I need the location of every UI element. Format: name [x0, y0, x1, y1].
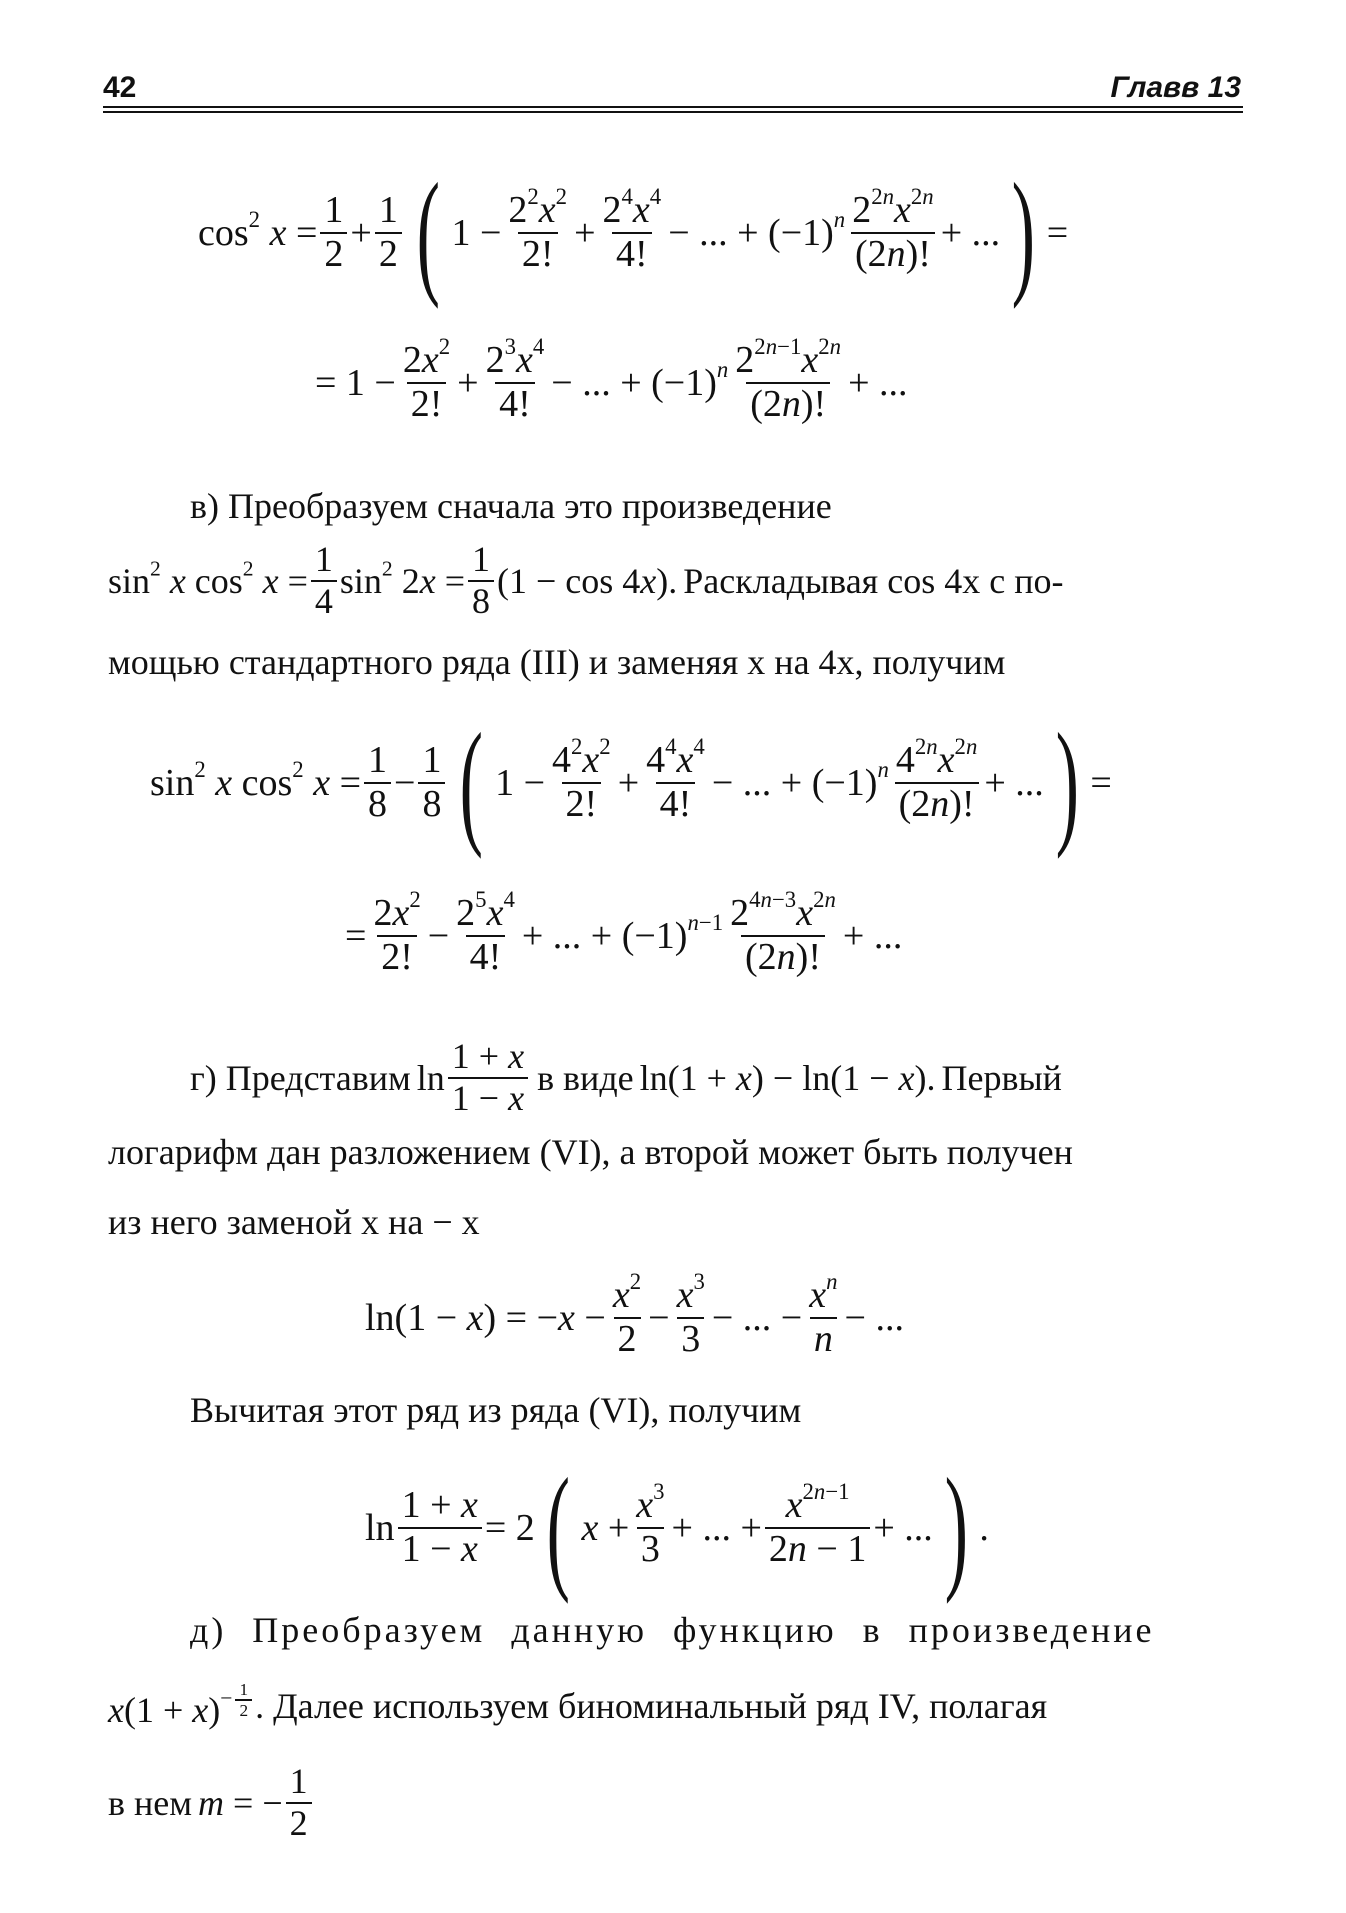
paragraph-d-text: . Далее используем биноминальный ряд IV, полагая	[255, 1685, 1048, 1726]
paragraph-g-line3: из него заменой x на − x	[108, 1202, 480, 1242]
formula-cos2-expansion: $\cos^2 x$ = $\frac{1}{2}$ + $\frac{1}{2}$ ( 1 − $\frac{2^2x^2}{2!}$ + $\frac{2^4x^4}{4!}$ − ... + $(-1)^n$ $\frac{2^{2n}x^{2n}}{(2n)!}$ + ... ) =	[198, 155, 1069, 310]
paragraph-g-part-c: Первый	[941, 1057, 1062, 1098]
paragraph-vychitaya: Вычитая этот ряд из ряда (VI), получим	[190, 1390, 802, 1430]
paragraph-d-v-nem: в нем	[108, 1782, 193, 1823]
paragraph-g-line2: логарифм дан разложением (VI), а второй может быть получен	[108, 1132, 1073, 1172]
header-rule-top	[103, 106, 1243, 108]
formula-sin2cos2-identity: $\sin^2 x$ $\cos^2 x$ = $\frac{1}{4}$ $\sin^2 2x$ = $\frac{1}{8}$ (1 − cos 4x). Раскладывая cos 4x с по-	[108, 539, 1064, 621]
formula-ln-1-minus-x: ln(1 − x) = −x − $\frac{x^2}{2}$ − $\frac{x^3}{3}$ − ... − $\frac{x^n}{n}$ − ...	[365, 1268, 904, 1360]
paragraph-v-line3: мощью стандартного ряда (III) и заменяя x на 4x, получим	[108, 642, 1006, 682]
paragraph-d-line1: д) Преобразуем данную функцию в произведение	[190, 1610, 1155, 1650]
paragraph-d-line3: в нем m = − $\frac{1}{2}$	[108, 1762, 315, 1843]
formula-ln-ratio-series: ln $\frac{1 + x}{1 - x}$ = 2 ( x + $\frac{x^3}{3}$ + ... + $\frac{x^{2n-1}}{2n - 1}$ + ... ) .	[365, 1450, 989, 1605]
header-rule-bottom	[103, 111, 1243, 113]
page-number: 42	[103, 71, 137, 104]
paragraph-g-part-b: в виде	[537, 1057, 634, 1098]
formula-sin2cos2-result: = $\frac{2x^2}{2!}$ − $\frac{2^5x^4}{4!}$ + ... + $(-1)^{n-1}$ $\frac{2^{4n-3}x^{2n}}{(2n)!}$ + ...	[345, 886, 903, 978]
chapter-title: Главв 13	[1110, 71, 1241, 104]
paragraph-g-part-a: г) Представим	[190, 1057, 411, 1098]
paragraph-v-line1: в) Преобразуем сначала это произведение	[190, 486, 832, 526]
formula-sin2cos2-expansion: $\sin^2 x$ $\cos^2 x$ = $\frac{1}{8}$ − $\frac{1}{8}$ ( 1 − $\frac{4^2x^2}{2!}$ + $\frac{4^4x^4}{4!}$ − ... + $(-1)^n$ $\frac{4^{2n}x^{2n}}{(2n)!}$ + ... ) =	[150, 705, 1112, 860]
formula-cos2-result: = 1 − $\frac{2x^2}{2!}$ + $\frac{2^3x^4}{4!}$ − ... + $(-1)^n$ $\frac{2^{2n-1}x^{2n}}{(2n)!}$ + ...	[315, 333, 908, 425]
paragraph-g-line1: г) Представим ln $\frac{1 + x}{1 - x}$ в виде ln(1 + x) − ln(1 − x). Первый	[190, 1036, 1062, 1118]
paragraph-v-line2: Раскладывая cos 4x с по-	[683, 560, 1064, 601]
paragraph-d-line2: $x(1 + x)^{- \frac{1}{2}}$ . Далее используем биноминальный ряд IV, полагая	[108, 1680, 1048, 1731]
